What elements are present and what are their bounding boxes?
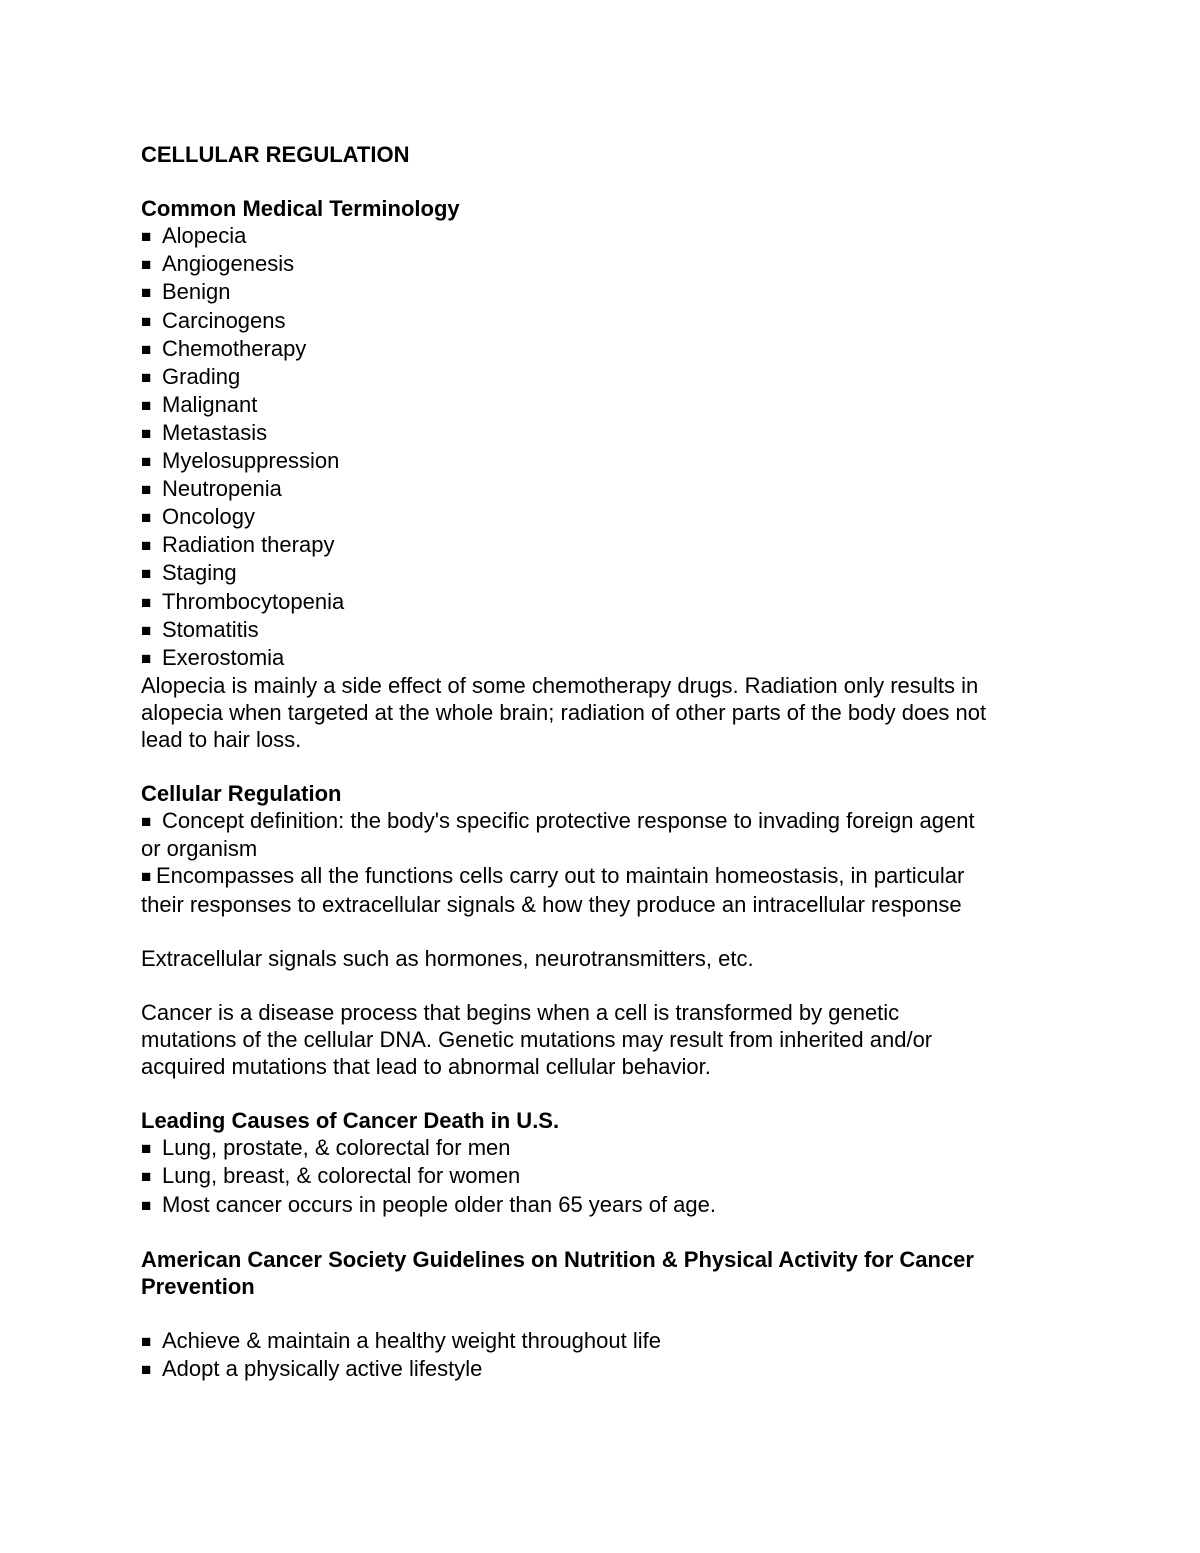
bullet-icon: ■ — [141, 536, 152, 556]
guidelines-list — [141, 1327, 1061, 1383]
bullet-icon: ■ — [141, 1167, 152, 1187]
list-item-text: Malignant — [162, 391, 258, 417]
regulation-heading: Cellular Regulation — [141, 781, 342, 807]
bullet-icon: ■ — [141, 283, 152, 303]
bullet-icon: ■ — [141, 339, 152, 359]
bullet-icon: ■ — [141, 452, 152, 472]
list-item-text: Oncology — [162, 504, 255, 530]
bullet-icon: ■ — [141, 508, 152, 528]
causes-heading: Leading Causes of Cancer Death in U.S. — [141, 1108, 560, 1134]
list-item-text: Chemotherapy — [162, 335, 307, 361]
paragraph-line: ■ Encompasses all the functions cells carry out to maintain homeostasis, in particular — [141, 862, 1061, 890]
list-item-text: Myelosuppression — [162, 448, 340, 474]
list-item-text: Radiation therapy — [162, 532, 335, 558]
bullet-icon: ■ — [141, 812, 152, 832]
document-page — [141, 141, 1061, 1383]
paragraph-line: ■ Concept definition: the body's specific protective response to invading foreign agent — [141, 807, 1061, 835]
list-item-text: Neutropenia — [162, 476, 282, 502]
bullet-icon: ■ — [141, 1139, 152, 1159]
bullet-icon: ■ — [141, 367, 152, 387]
heading-line: Prevention — [141, 1273, 255, 1299]
list-item — [141, 644, 1061, 672]
bullet-icon: ■ — [141, 1360, 152, 1380]
bullet-icon: ■ — [141, 592, 152, 612]
list-item-text: Achieve & maintain a healthy weight throughout life — [162, 1328, 661, 1354]
list-item — [141, 1327, 1061, 1355]
bullet-icon: ■ — [141, 227, 152, 247]
list-item — [141, 531, 1061, 559]
paragraph-line: lead to hair loss. — [141, 726, 302, 752]
terminology-list — [141, 222, 1061, 672]
encompasses-item — [141, 862, 1061, 917]
list-item-text: Most cancer occurs in people older than 65 years of age. — [162, 1191, 716, 1217]
bullet-icon: ■ — [141, 1332, 152, 1352]
paragraph-line: Alopecia is mainly a side effect of some chemotherapy drugs. Radiation only results in — [141, 672, 979, 698]
paragraph-line: their responses to extracellular signals & how they produce an intracellular response — [141, 891, 962, 917]
paragraph-line: Cancer is a disease process that begins when a cell is transformed by genetic — [141, 999, 900, 1025]
list-item-text: Exerostomia — [162, 644, 285, 670]
list-item — [141, 335, 1061, 363]
paragraph-line: acquired mutations that lead to abnormal cellular behavior. — [141, 1054, 711, 1080]
bullet-icon: ■ — [141, 255, 152, 275]
list-item-text: Grading — [162, 363, 241, 389]
paragraph-line: or organism — [141, 836, 258, 862]
bullet-icon: ■ — [141, 867, 152, 887]
list-item — [141, 475, 1061, 503]
list-item — [141, 1191, 1061, 1219]
list-item — [141, 307, 1061, 335]
bullet-icon: ■ — [141, 620, 152, 640]
list-item — [141, 1355, 1061, 1383]
paragraph-line: mutations of the cellular DNA. Genetic mutations may result from inherited and/or — [141, 1027, 933, 1052]
list-item — [141, 222, 1061, 250]
list-item-text: Lung, breast, & colorectal for women — [162, 1163, 521, 1189]
bullet-icon: ■ — [141, 395, 152, 415]
list-item — [141, 419, 1061, 447]
list-item — [141, 559, 1061, 587]
bullet-icon: ■ — [141, 564, 152, 584]
bullet-icon: ■ — [141, 423, 152, 443]
heading-line: American Cancer Society Guidelines on Nutrition & Physical Activity for Cancer — [141, 1246, 974, 1272]
list-item — [141, 616, 1061, 644]
list-item-text: Carcinogens — [162, 307, 286, 333]
list-item-text: Staging — [162, 560, 237, 586]
list-item-text: Adopt a physically active lifestyle — [162, 1356, 483, 1382]
list-item — [141, 278, 1061, 306]
cancer-paragraph — [141, 999, 1061, 1080]
list-item-text: Metastasis — [162, 419, 268, 445]
list-item-text: Stomatitis — [162, 616, 259, 642]
list-item — [141, 503, 1061, 531]
bullet-icon: ■ — [141, 311, 152, 331]
bullet-icon: ■ — [141, 1195, 152, 1215]
list-item-text: Lung, prostate, & colorectal for men — [162, 1135, 511, 1161]
list-item — [141, 1162, 1061, 1190]
concept-definition-item — [141, 807, 1061, 862]
causes-list — [141, 1134, 1061, 1218]
list-item — [141, 1134, 1061, 1162]
list-item-text: Benign — [162, 279, 231, 305]
list-item — [141, 363, 1061, 391]
paragraph-line: alopecia when targeted at the whole brain; radiation of other parts of the body does not — [141, 699, 987, 725]
list-item-text: Alopecia — [162, 223, 247, 249]
list-item — [141, 391, 1061, 419]
bullet-icon: ■ — [141, 648, 152, 668]
list-item — [141, 250, 1061, 278]
guidelines-heading — [141, 1246, 1061, 1300]
list-item-text: Angiogenesis — [162, 251, 295, 277]
list-item — [141, 588, 1061, 616]
extracellular-signals-text: Extracellular signals such as hormones, neurotransmitters, etc. — [141, 945, 754, 971]
list-item-text: Thrombocytopenia — [162, 588, 345, 614]
document-title: CELLULAR REGULATION — [141, 142, 410, 167]
terminology-heading: Common Medical Terminology — [141, 196, 460, 222]
alopecia-note — [141, 672, 1061, 753]
list-item — [141, 447, 1061, 475]
bullet-icon: ■ — [141, 480, 152, 500]
